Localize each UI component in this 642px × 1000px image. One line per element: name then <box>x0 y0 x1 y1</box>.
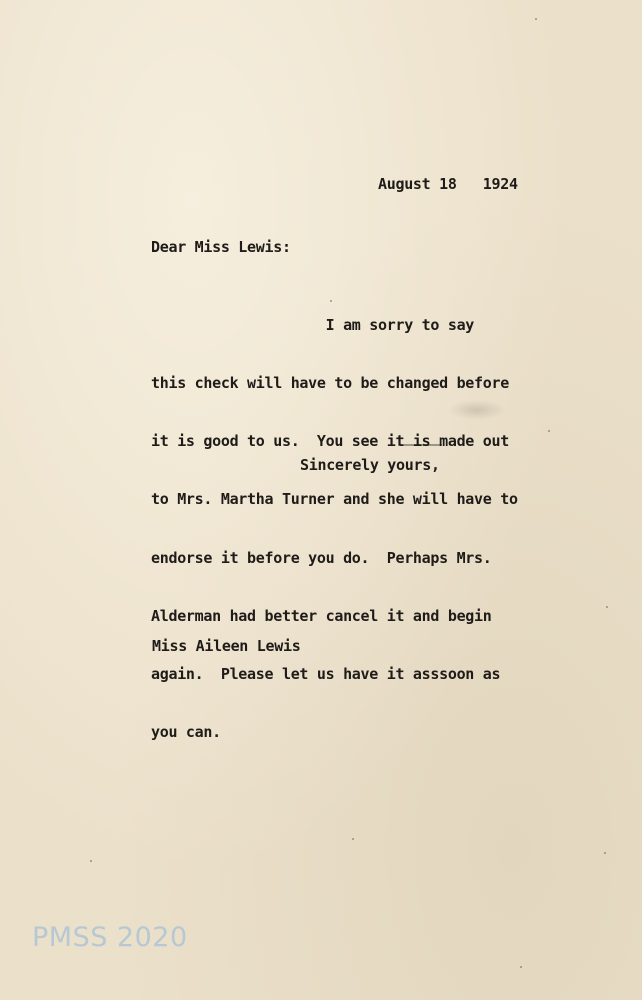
letter-body-line: again. Please let us have it asssoon as <box>151 665 501 684</box>
letter-closing: Sincerely yours, <box>300 456 440 474</box>
letter-body-line: to Mrs. Martha Turner and she will have to <box>151 490 518 509</box>
letter-body-line: endorse it before you do. Perhaps Mrs. <box>151 548 492 567</box>
paper-speck <box>520 966 522 968</box>
letter-body <box>151 277 518 781</box>
letter-body-line: I am sorry to say <box>151 315 475 334</box>
letter-date: August 18 1924 <box>378 175 518 193</box>
paper-speck <box>535 18 537 20</box>
paper-speck <box>548 430 550 432</box>
paper-speck <box>604 852 606 854</box>
archive-watermark: PMSS 2020 <box>32 922 188 953</box>
letter-body-line: Alderman had better cancel it and begin <box>151 606 492 625</box>
letter-body-line: you can. <box>151 723 221 742</box>
paper-speck <box>90 860 92 862</box>
letter-body-line: this check will have to be changed before <box>151 374 509 393</box>
letter-body-line: it is good to us. You see it is made out <box>151 432 509 451</box>
paper-speck <box>606 606 608 608</box>
paper-speck <box>352 838 354 840</box>
letter-salutation: Dear Miss Lewis: <box>151 238 291 256</box>
letter-addressee: Miss Aileen Lewis <box>152 637 301 655</box>
